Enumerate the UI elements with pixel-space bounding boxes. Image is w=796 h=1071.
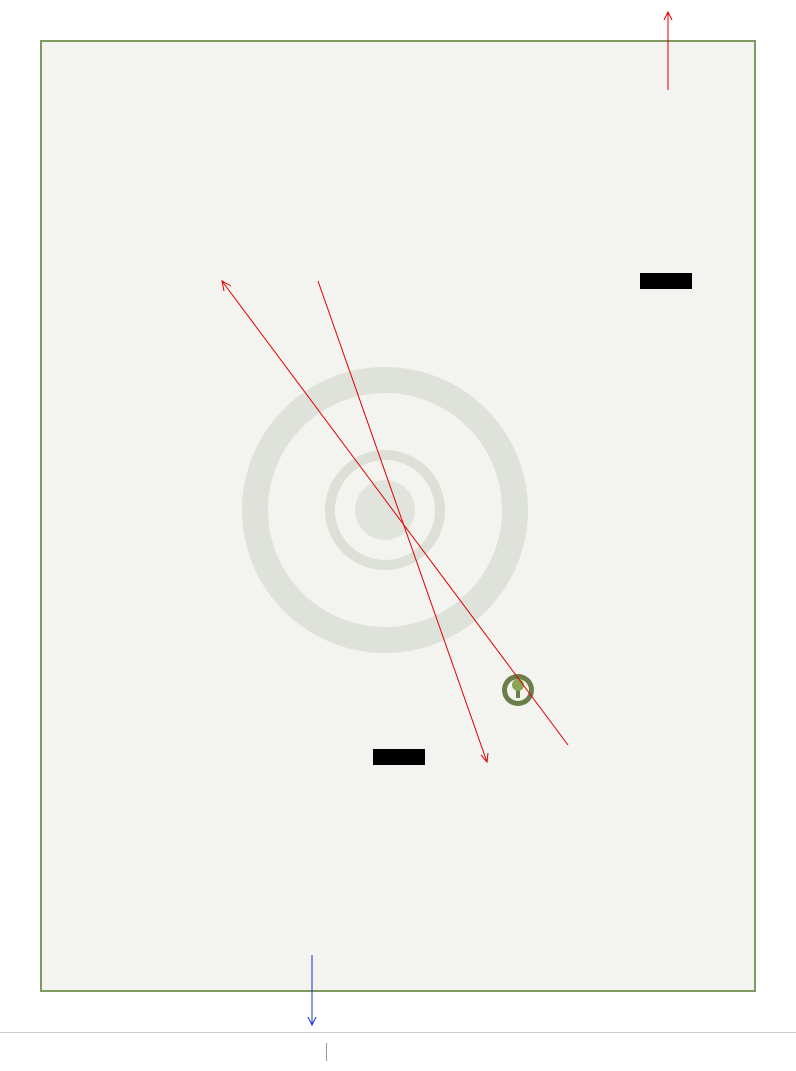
triet-badge (373, 749, 425, 765)
legend-bar (0, 1032, 796, 1071)
legend-divider (326, 1043, 327, 1061)
center-panel (220, 280, 576, 754)
tuan-badge (640, 273, 692, 289)
kabala-logo-icon (500, 672, 540, 712)
